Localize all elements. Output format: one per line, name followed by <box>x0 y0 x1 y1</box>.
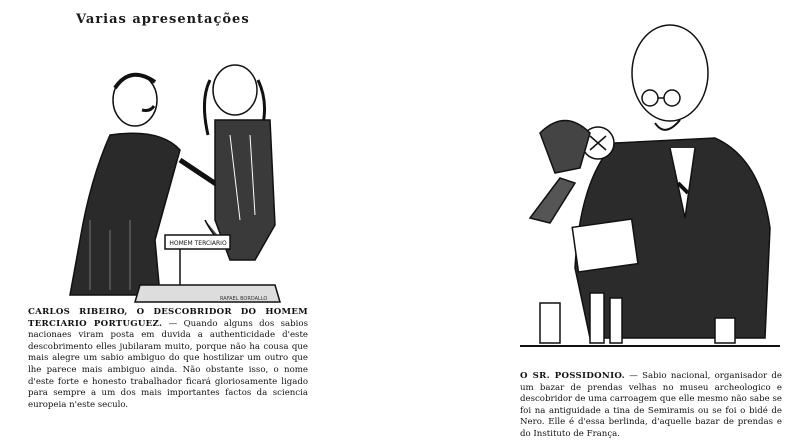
caption-right-body: — Sabio nacional, organisador de um bazar de prendas velhas no museu archeologico e descobridor de uma carroagem que elle mesmo não sabe se foi na antiguidade a tina de Semiramis ou se foi o bidé de Nero. Elle é d'essa berlinda, d'aquelle bazar de prendas e do Instituto de França. <box>520 371 782 439</box>
caption-left <box>28 307 308 411</box>
caption-right <box>520 371 782 441</box>
caption-right-heading: O SR. POSSIDONIO. <box>520 371 625 381</box>
caption-left-heading: CARLOS RIBEIRO, O DESCOBRIDOR DO HOMEM TERCIARIO PORTUGUEZ. <box>28 307 308 329</box>
caption-left-body: — Quando alguns dos sabios nacionaes viram posta em duvida a authenticidade d'este descobrimento elles jubilaram muito, porque não ha cousa que mais alegre um sabio ambiguo do que hostilizar um outro que lhe parece mais ambiguo ainda. Não obstante isso, o nome d'este forte e honesto trabalhador ficará gloriosamente ligado para sempre a um dos mais importantes factos da sciencia europeia n'este seculo. <box>28 318 308 410</box>
caricature-right-illustration <box>520 8 780 363</box>
artist-signature: RAFAEL BORDALLO <box>220 296 268 302</box>
caricature-left-illustration <box>30 40 300 305</box>
page-title: Varias apresentações <box>76 12 250 27</box>
signpost-label: HOMEM TERCIARIO <box>169 240 227 247</box>
